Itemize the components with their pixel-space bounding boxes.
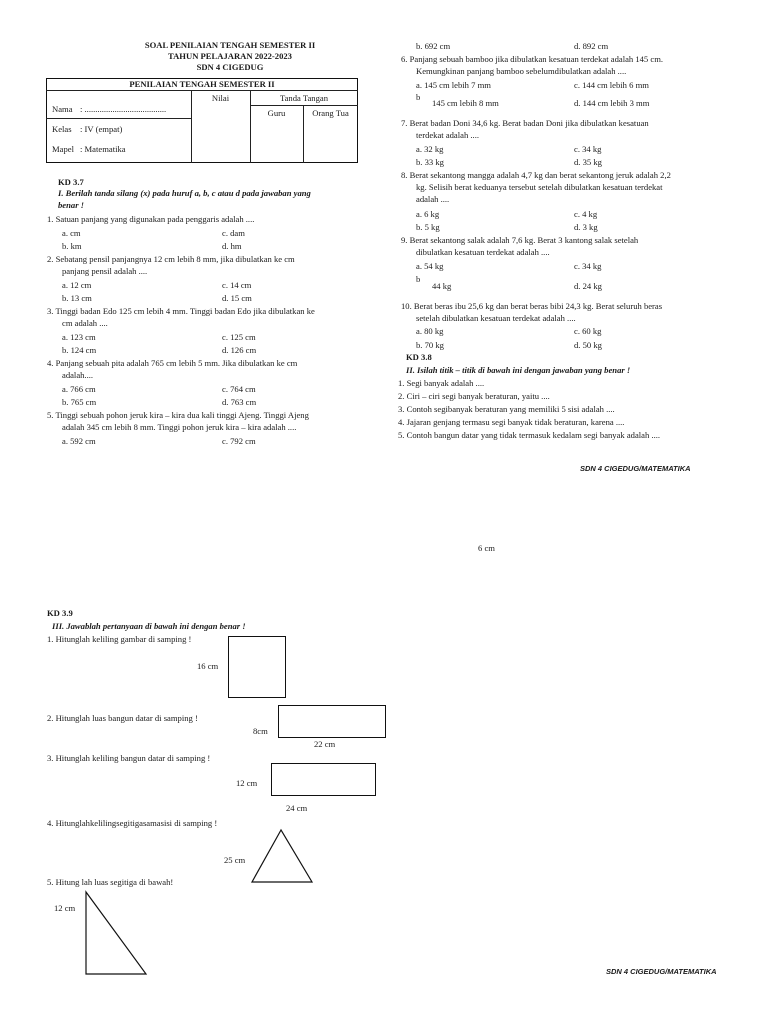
dimension-label: 12 cm <box>236 778 258 788</box>
kd-label: KD 3.7 <box>58 177 84 187</box>
square-shape <box>228 636 286 698</box>
question-text: 4. Hitunglahkelilingsegitigasamasisi di samping ! <box>47 818 218 828</box>
option-d[interactable]: d. 24 kg <box>574 281 602 291</box>
mapel-value: : Matematika <box>80 144 126 154</box>
option-b-letter[interactable]: b <box>416 92 421 102</box>
dimension-label: 16 cm <box>197 661 219 671</box>
option-d[interactable]: d. 15 cm <box>222 293 252 303</box>
question-text: 5. Tinggi sebuah pohon jeruk kira – kira dua kali tinggi Ajeng. Tinggi Ajeng <box>47 410 309 420</box>
kelas-label: Kelas <box>52 124 72 134</box>
option-c[interactable]: c. 34 kg <box>574 261 602 271</box>
option-b[interactable]: b. 70 kg <box>416 340 444 350</box>
option-a[interactable]: a. cm <box>62 228 81 238</box>
list-item: 3. Contoh segibanyak beraturan yang memiliki 5 sisi adalah .... <box>398 404 615 414</box>
option-b[interactable]: b. 13 cm <box>62 293 92 303</box>
option-c[interactable]: c. 764 cm <box>222 384 256 394</box>
option-b[interactable]: b. 692 cm <box>416 41 451 51</box>
option-b-letter[interactable]: b <box>416 274 421 284</box>
orang-tua-label: Orang Tua <box>312 108 349 118</box>
option-c[interactable]: c. 792 cm <box>222 436 256 446</box>
rectangle-shape <box>278 705 386 738</box>
list-item: 4. Jajaran genjang termasu segi banyak tidak beraturan, karena .... <box>398 417 625 427</box>
option-c[interactable]: c. 4 kg <box>574 209 598 219</box>
nama-field[interactable]: : ...................................... <box>80 104 167 114</box>
guru-label: Guru <box>267 108 286 118</box>
nilai-label: Nilai <box>211 93 230 103</box>
option-d[interactable]: d. hm <box>222 241 242 251</box>
doc-title: SOAL PENILAIAN TENGAH SEMESTER II <box>144 40 316 50</box>
question-text: 4. Panjang sebuah pita adalah 765 cm lebih 5 mm. Jika dibulatkan ke cm <box>47 358 298 368</box>
question-text: 5. Hitung lah luas segitiga di bawah! <box>47 877 174 887</box>
right-triangle-shape <box>84 890 148 976</box>
question-text: panjang pensil adalah .... <box>62 266 148 276</box>
identity-title: PENILAIAN TENGAH SEMESTER II <box>129 79 275 89</box>
option-d[interactable]: d. 35 kg <box>574 157 602 167</box>
question-text: 3. Hitunglah keliling bangun datar di samping ! <box>47 753 211 763</box>
option-b[interactable]: b. km <box>62 241 82 251</box>
list-item: 2. Ciri – ciri segi banyak beraturan, yaitu .... <box>398 391 550 401</box>
question-text: dibulatkan kesatuan terdekat adalah .... <box>416 247 550 257</box>
page-footer: SDN 4 CIGEDUG/MATEMATIKA <box>580 464 691 473</box>
option-a[interactable]: a. 80 kg <box>416 326 444 336</box>
dimension-label: 22 cm <box>314 739 336 749</box>
section-heading: III. Jawablah pertanyaan di bawah ini dengan benar ! <box>52 621 246 631</box>
option-a[interactable]: a. 766 cm <box>62 384 96 394</box>
section-heading: II. Isilah titik – titik di bawah ini dengan jawaban yang benar ! <box>406 365 631 375</box>
option-a[interactable]: a. 592 cm <box>62 436 96 446</box>
option-a[interactable]: a. 6 kg <box>416 209 440 219</box>
question-text: adalah.... <box>62 370 94 380</box>
option-a[interactable]: a. 12 cm <box>62 280 92 290</box>
question-text: 9. Berat sekantong salak adalah 7,6 kg. Berat 3 kantong salak setelah <box>401 235 639 245</box>
option-c[interactable]: c. 34 kg <box>574 144 602 154</box>
question-text: 1. Hitunglah keliling gambar di samping ! <box>47 634 192 644</box>
kd-label: KD 3.8 <box>406 352 432 362</box>
section-heading: I. Berilah tanda silang (x) pada huruf a, b, c atau d pada jawaban yang <box>58 188 311 198</box>
dimension-label: 8cm <box>253 726 268 736</box>
page-footer: SDN 4 CIGEDUG/MATEMATIKA <box>606 967 717 976</box>
question-text: kg. Selisih berat keduanya tersebut setelah dibulatkan kesatuan terdekat <box>416 182 663 192</box>
option-c[interactable]: c. dam <box>222 228 245 238</box>
rectangle-shape <box>271 763 376 796</box>
section-heading: benar ! <box>58 200 85 210</box>
question-text: setelah dibulatkan kesatuan terdekat adalah .... <box>416 313 576 323</box>
list-item: 1. Segi banyak adalah .... <box>398 378 485 388</box>
mapel-label: Mapel <box>52 144 74 154</box>
nama-label: Nama <box>52 104 73 114</box>
list-item: 5. Contoh bangun datar yang tidak termasuk kedalam segi banyak adalah .... <box>398 430 661 440</box>
question-text: adalah 345 cm lebih 8 mm. Tinggi pohon jeruk kira – kira adalah .... <box>62 422 297 432</box>
question-text: cm adalah .... <box>62 318 108 328</box>
kelas-value: : IV (empat) <box>80 124 123 134</box>
question-text: 7. Berat badan Doni 34,6 kg. Berat badan Doni jika dibulatkan kesatuan <box>401 118 649 128</box>
option-c[interactable]: c. 125 cm <box>222 332 256 342</box>
option-d[interactable]: d. 3 kg <box>574 222 598 232</box>
divider <box>46 118 191 119</box>
question-text: 2. Sebatang pensil panjangnya 12 cm lebih 8 mm, jika dibulatkan ke cm <box>47 254 295 264</box>
option-d[interactable]: d. 126 cm <box>222 345 257 355</box>
dimension-label: 12 cm <box>54 903 76 913</box>
option-d[interactable]: d. 892 cm <box>574 41 609 51</box>
question-text: 1. Satuan panjang yang digunakan pada penggaris adalah .... <box>47 214 255 224</box>
question-text: terdekat adalah .... <box>416 130 479 140</box>
option-b[interactable]: b. 33 kg <box>416 157 444 167</box>
option-b[interactable]: b. 765 cm <box>62 397 97 407</box>
question-text: 10. Berat beras ibu 25,6 kg dan berat beras bibi 24,3 kg. Berat seluruh beras <box>401 301 663 311</box>
dimension-label: 24 cm <box>286 803 308 813</box>
question-text: 6. Panjang sebuah bamboo jika dibulatkan kesatuan terdekat adalah 145 cm. <box>401 54 664 64</box>
option-d[interactable]: d. 144 cm lebih 3 mm <box>574 98 650 108</box>
question-text: Kemungkinan panjang bamboo sebelumdibulatkan adalah .... <box>416 66 627 76</box>
kd-label: KD 3.9 <box>47 608 73 618</box>
option-c[interactable]: c. 60 kg <box>574 326 602 336</box>
option-b[interactable]: b. 5 kg <box>416 222 440 232</box>
option-c[interactable]: c. 14 cm <box>222 280 252 290</box>
option-a[interactable]: a. 54 kg <box>416 261 444 271</box>
stray-label: 6 cm <box>478 543 495 553</box>
question-text: 3. Tinggi badan Edo 125 cm lebih 4 mm. Tinggi badan Edo jika dibulatkan ke <box>47 306 315 316</box>
divider <box>46 90 358 91</box>
option-b[interactable]: 44 kg <box>432 281 452 291</box>
question-text: 2. Hitunglah luas bangun datar di samping ! <box>47 713 198 723</box>
option-d[interactable]: d. 763 cm <box>222 397 257 407</box>
option-b[interactable]: b. 124 cm <box>62 345 97 355</box>
option-a[interactable]: a. 32 kg <box>416 144 444 154</box>
doc-school: SDN 4 CIGEDUG <box>196 62 264 72</box>
tanda-tangan-label: Tanda Tangan <box>279 93 329 103</box>
doc-year: TAHUN PELAJARAN 2022-2023 <box>168 51 292 61</box>
question-text: adalah .... <box>416 194 450 204</box>
option-c[interactable]: c. 144 cm lebih 6 mm <box>574 80 649 90</box>
question-text: 8. Berat sekantong mangga adalah 4,7 kg dan berat sekantong jeruk adalah 2,2 <box>401 170 671 180</box>
option-d[interactable]: d. 50 kg <box>574 340 602 350</box>
option-b[interactable]: 145 cm lebih 8 mm <box>432 98 499 108</box>
equilateral-triangle-shape <box>250 828 314 884</box>
dimension-label: 25 cm <box>224 855 246 865</box>
option-a[interactable]: a. 123 cm <box>62 332 96 342</box>
option-a[interactable]: a. 145 cm lebih 7 mm <box>416 80 491 90</box>
